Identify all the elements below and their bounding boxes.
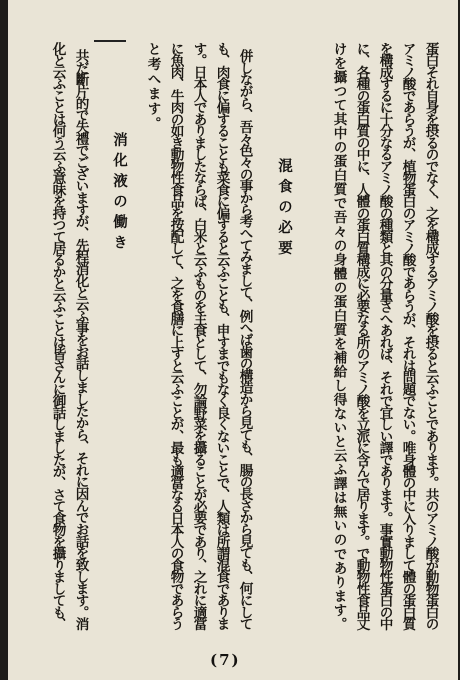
body-text-line: アミノ酸であらうが、植物蛋白のアミノ酸であらうが、それは問題でない。唯身體の中に入りまして體の蛋白質 [399, 42, 416, 629]
body-text-line: 蛋白それ自身を摂るのでなく、之を構成するアミノ酸を摂ると云ふことであります。共のアミノ酸が動物蛋白の [422, 42, 439, 629]
body-text-line: に、各種の蛋白質の中に、人體の蛋白質構成に必要なる所のアミノ酸を立派に含んで居ります。で動物性食品丈 [353, 42, 370, 629]
body-text-line: けを攝つて其中の蛋白質で吾々の身體の蛋白質を補給し得ないと云ふ譯は無いのであります。 [330, 42, 347, 631]
body-text-line: 共だ斷片的で失禮でございますが、先程消化と云ふ事をお話しましたから、それに因んでお話を致します。消 [72, 49, 89, 630]
body-text-line: 化と云ふことは何う云ふ意味を持つて居るかと云ふことは皆さんに御話しましたが、さて食物を攝りましても、 [49, 42, 66, 629]
page-number: (7) [210, 651, 241, 669]
body-text-line: と考へます。 [144, 42, 161, 132]
body-text-line: に魚肉、牛肉の如き動物性食品を按配して、之を食膳に上すと云ふことが、最も適當なる日本人の食物であらう [167, 42, 184, 629]
document-page [8, 0, 458, 680]
section-heading: 混食の必要 [276, 158, 293, 261]
body-text-line: も、肉食に偏することも菜食に偏すると云ふことも、申すまでもなく良くないことで、人類は所謂混食でありま [213, 42, 230, 629]
body-text-line: 併しながら、吾々色々の事から考へてみまして、例へば歯の構造から見ても、腸の長さから見ても、何にして [236, 49, 253, 630]
section-heading: 消化液の働き [111, 132, 128, 255]
body-text-line: を構成するに十分なるアミノ酸の種類と其の分量さへあれば、それで宜しい譯であります。事實動物性蛋白の中 [376, 42, 393, 629]
body-text-line: す。日本人でありましたならば、白米と云ふものを主食として、勿論野菜を攝ることが必要であり、之れに適當 [190, 42, 207, 629]
section-divider [94, 40, 126, 42]
